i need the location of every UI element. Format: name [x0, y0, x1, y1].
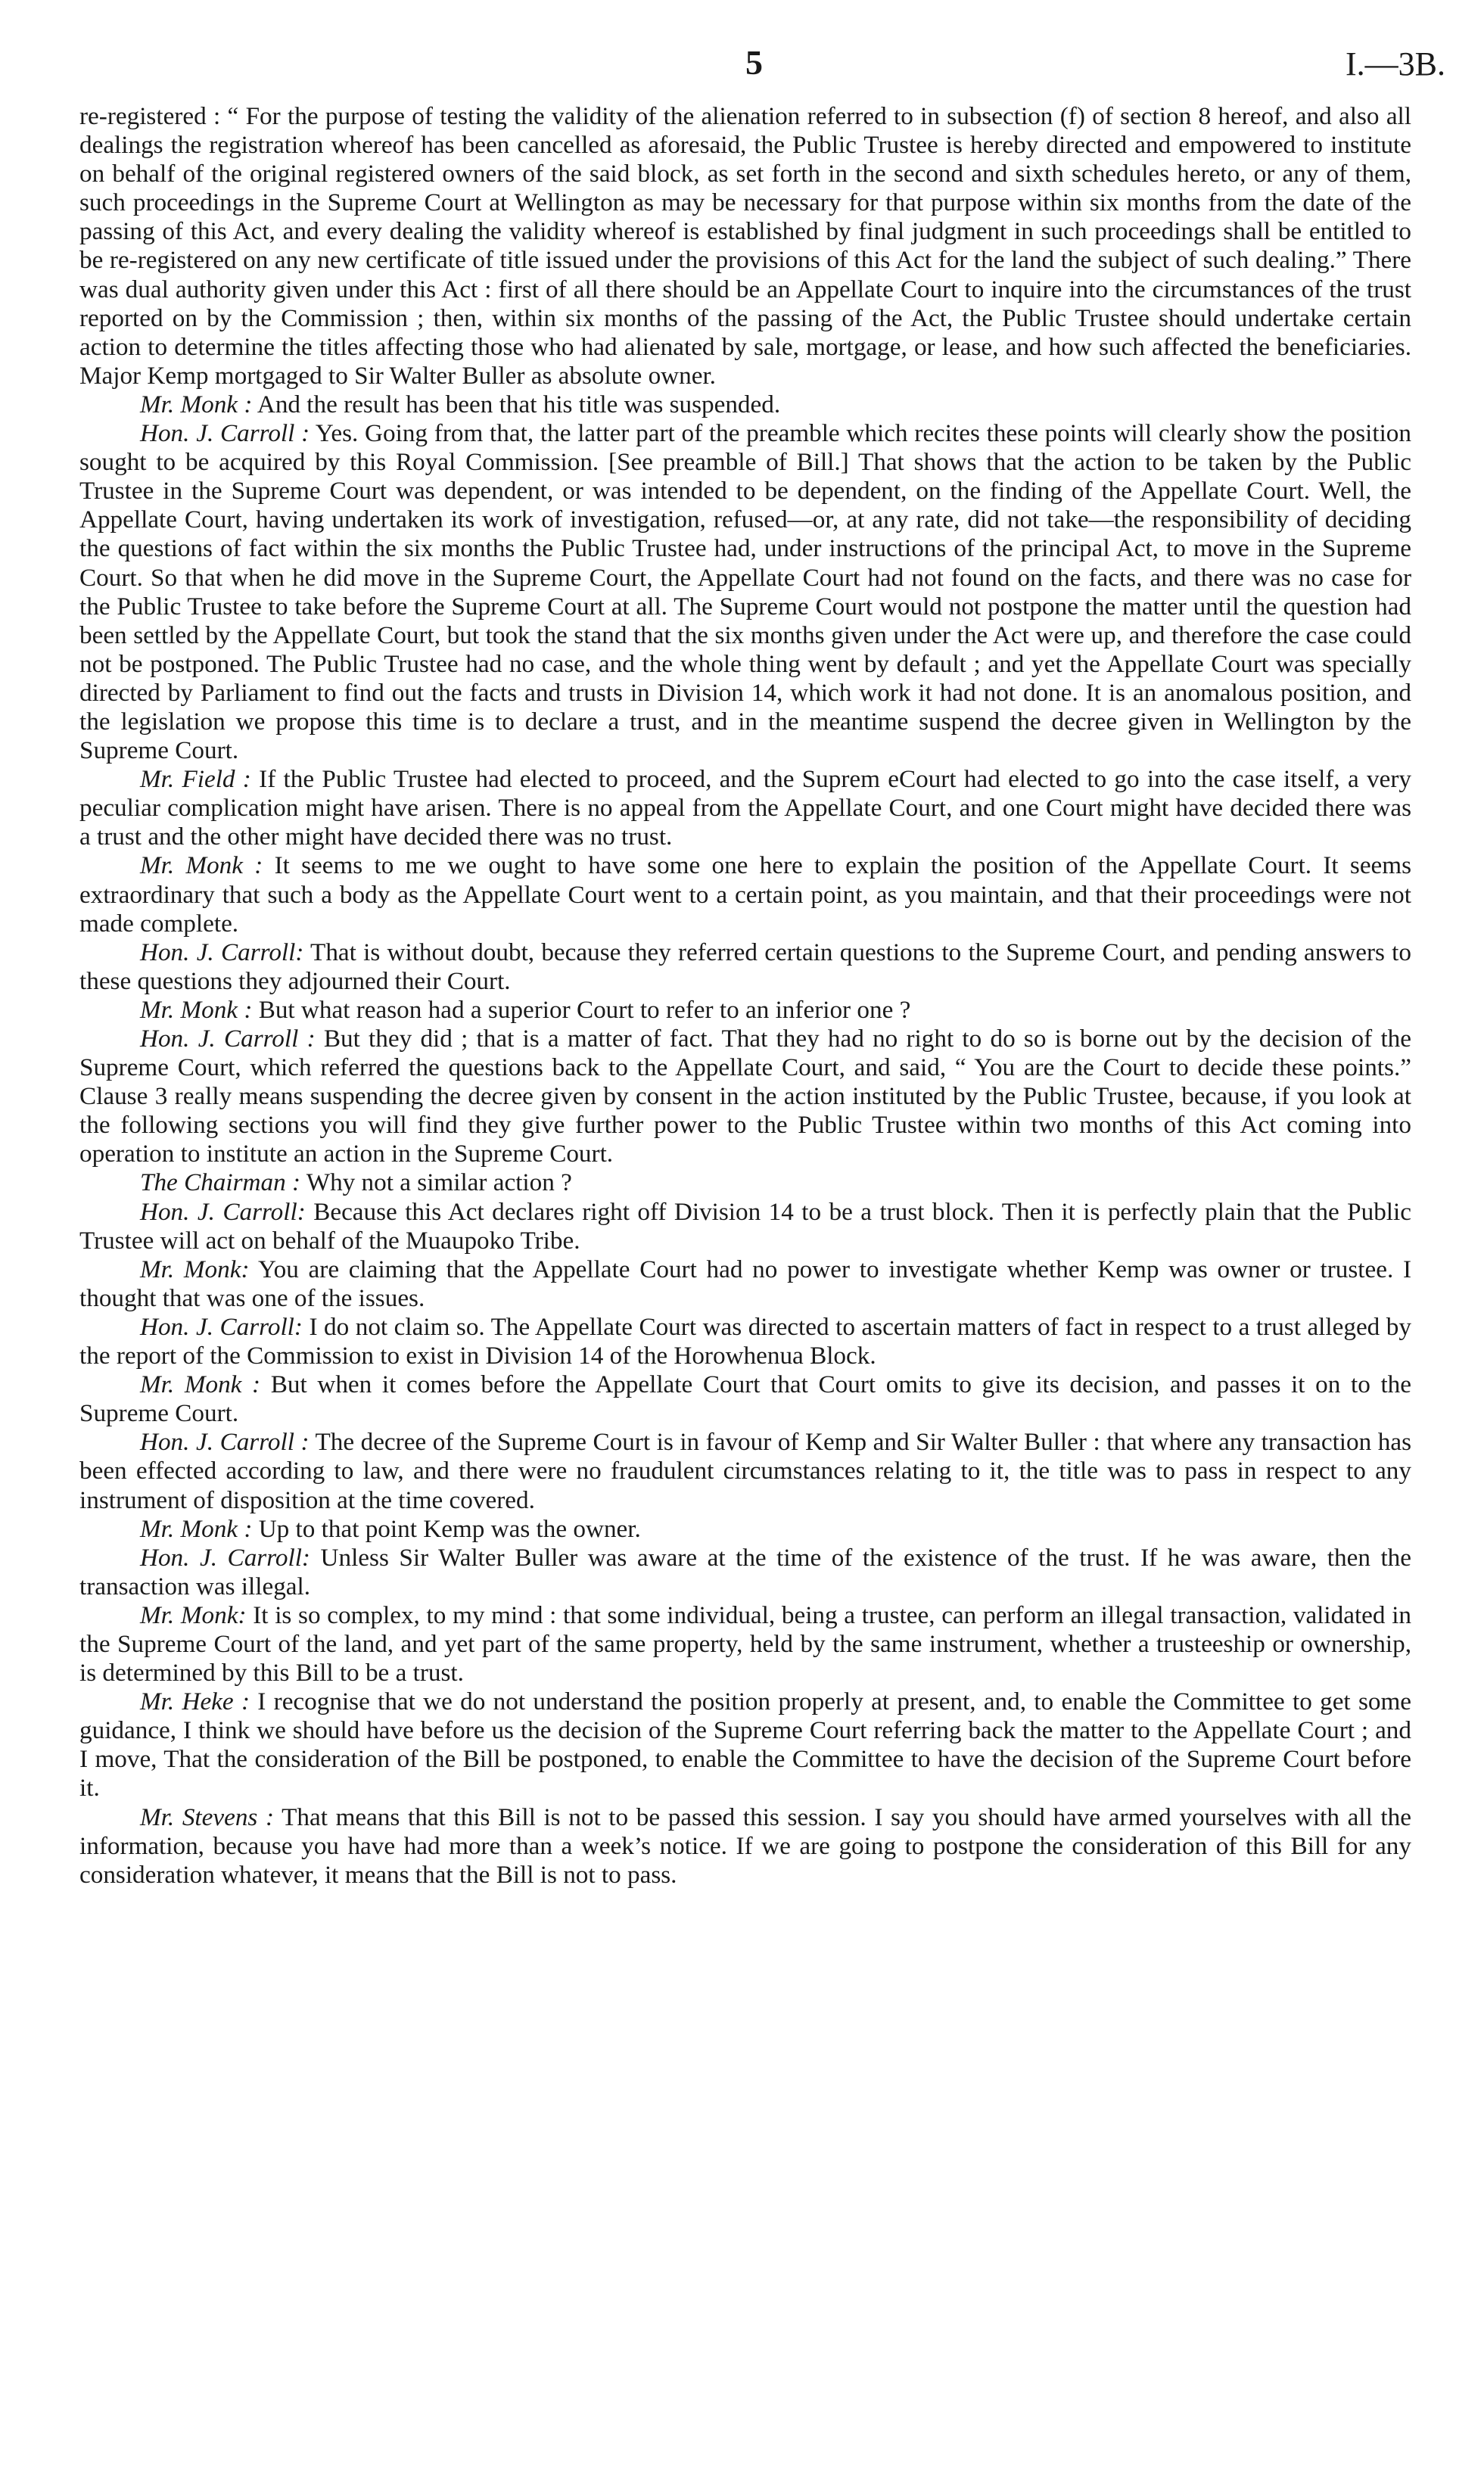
paragraph: [79, 390, 1411, 419]
paragraph-text: But they did ; that is a matter of fact. That they had no right to do so is borne out by the decision of the Supreme Court, which referred the questions back to the Appellate Court, and said, “ You are the Court to decide these points.” Clause 3 really means suspending the decree given by consent in the action instituted by the Public Trustee, because, if you look at the following sections you will find they give further power to the Public Trustee within two months of this Act coming into operation to institute an action in the Supreme Court.: [79, 1025, 1411, 1168]
paragraph: [79, 1601, 1411, 1687]
paragraph-text: The decree of the Supreme Court is in favour of Kemp and Sir Walter Buller : that where any transaction has been effected according to law, and there were no fraudulent circumstances relating to it, the title was to pass in respect to any instrument of disposition at the time covered.: [79, 1428, 1411, 1514]
speaker-name: Mr. Monk :: [140, 851, 263, 880]
paragraph-text: I do not claim so. The Appellate Court was directed to ascertain matters of fact in respect to a trust alleged by the report of the Commission to exist in Division 14 of the Horowhenua Block.: [79, 1312, 1411, 1370]
speaker-name: Hon. J. Carroll :: [140, 1025, 316, 1053]
speaker-name: Hon. J. Carroll:: [140, 1543, 310, 1572]
paragraph-text: I recognise that we do not understand the position properly at present, and, to enable the Committee to get some guidance, I think we should have before us the decision of the Supreme Court referring back the matter to the Appellate Court ; and I move, That the consideration of the Bill be postponed, to enable the Committee to have the decision of the Supreme Court before it.: [79, 1687, 1411, 1803]
paragraph-text: And the result has been that his title was suspended.: [252, 390, 781, 418]
paragraph-text: Yes. Going from that, the latter part of the preamble which recites these points will clearly show the position sought to be acquired by this Royal Commission. [See preamble of Bill.] That shows that the action to be taken by the Public Trustee in the Supreme Court was dependent, or was intended to be dependent, on the finding of the Appellate Court. Well, the Appellate Court, having undertaken its work of investigation, refused—or, at any rate, did not take—the responsibility of deciding the questions of fact within the six months the Public Trustee had, under instructions of the principal Act, to move in the Supreme Court. So that when he did move in the Supreme Court, the Appellate Court had not found on the facts, and there was no case for the Public Trustee to take before the Supreme Court at all. The Supreme Court would not postpone the matter until the question had been settled by the Appellate Court, but took the stand that the six months given under the Act were up, and therefore the case could not be postponed. The Public Trustee had no case, and the whole thing went by default ; and yet the Appellate Court was specially directed by Parliament to find out the facts and trusts in Division 14, which work it had not done. It is an anomalous position, and the legislation we propose this time is to declare a trust, and in the meantime suspend the decree given in Wellington by the Supreme Court.: [79, 419, 1411, 765]
speaker-name: Mr. Stevens :: [140, 1803, 275, 1831]
speaker-name: Mr. Monk:: [140, 1255, 250, 1283]
paragraph: [79, 102, 1411, 390]
body-text: [79, 102, 1411, 1890]
paragraph-text: Why not a similar action ?: [300, 1168, 572, 1197]
paragraph: [79, 1428, 1411, 1514]
speaker-name: Hon. J. Carroll:: [140, 1197, 306, 1226]
paragraph-text: Because this Act declares right off Division 14 to be a trust block. Then it is perfectly plain that the Public Trustee will act on behalf of the Muaupoko Tribe.: [79, 1197, 1411, 1255]
paragraph-text: Up to that point Kemp was the owner.: [252, 1514, 641, 1543]
document-reference: I.—3B.: [1346, 45, 1445, 82]
speaker-name: The Chairman :: [140, 1168, 301, 1197]
paragraph: [79, 419, 1411, 765]
document-page: [79, 43, 1445, 1890]
page-number: 5: [745, 43, 763, 82]
paragraph-text: It seems to me we ought to have some one here to explain the position of the Appellate Court. It seems extraordinary that such a body as the Appellate Court went to a certain point, as you maintain, and that their proceedings were not made complete.: [79, 851, 1412, 938]
paragraph-text: That means that this Bill is not to be passed this session. I say you should have armed yourselves with all the information, because you have had more than a week’s notice. If we are going to postpone the consideration of this Bill for any consideration whatever, it means that the Bill is not to pass.: [79, 1803, 1411, 1889]
paragraph: [79, 1255, 1411, 1313]
speaker-name: Mr. Monk :: [140, 390, 253, 418]
speaker-name: Mr. Monk:: [140, 1600, 247, 1629]
paragraph-text: That is without doubt, because they referred certain questions to the Supreme Court, and pending answers to these questions they adjourned their Court.: [79, 938, 1411, 995]
paragraph: [79, 938, 1411, 996]
speaker-name: Hon. J. Carroll:: [140, 938, 304, 966]
speaker-name: Mr. Heke :: [140, 1687, 250, 1716]
paragraph: [79, 1515, 1411, 1544]
paragraph: [79, 1025, 1411, 1168]
paragraph-text: But when it comes before the Appellate Court that Court omits to give its decision, and passes it on to the Supreme Court.: [79, 1370, 1411, 1428]
paragraph: [79, 1198, 1411, 1255]
paragraph: [79, 851, 1411, 938]
paragraph: [79, 1687, 1411, 1803]
speaker-name: Hon. J. Carroll :: [140, 1428, 310, 1457]
paragraph: [79, 1370, 1411, 1428]
paragraph-text: Unless Sir Walter Buller was aware at the time of the existence of the trust. If he was aware, then the transaction was illegal.: [79, 1543, 1412, 1600]
paragraph-text: You are claiming that the Appellate Court had no power to investigate whether Kemp was owner or trustee. I thought that was one of the issues.: [79, 1255, 1412, 1312]
speaker-name: Hon. J. Carroll :: [140, 419, 310, 448]
speaker-name: Mr. Monk :: [140, 1514, 253, 1543]
paragraph: [79, 1544, 1411, 1601]
paragraph: [79, 1803, 1411, 1890]
paragraph: [79, 765, 1411, 851]
speaker-name: Mr. Monk :: [140, 1370, 261, 1399]
paragraph-text: re-registered : “ For the purpose of testing the validity of the alienation referred to in subsection (f) of section 8 hereof, and also all dealings the registration whereof has been cancelled as aforesaid, the Public Trustee is hereby directed and empowered to institute on behalf of the original registered owners of the said block, as set forth in the second and sixth schedules hereto, or any of them, such proceedings in the Supreme Court at Wellington as may be necessary for that purpose within six months from the date of the passing of this Act, and every dealing the validity whereof is established by final judgment in such proceedings shall be entitled to be re-registered on any new certificate of title issued under the provisions of this Act for the land the subject of such dealing.” There was dual authority given under this Act : first of all there should be an Appellate Court to inquire into the circumstances of the trust reported on by the Commission ; then, within six months of the passing of the Act, the Public Trustee should undertake certain action to determine the titles affecting those who had alienated by sale, mortgage, or lease, and how such affected the beneficiaries. Major Kemp mortgaged to Sir Walter Buller as absolute owner.: [79, 102, 1411, 390]
paragraph: [79, 1313, 1411, 1370]
paragraph-text: If the Public Trustee had elected to proceed, and the Suprem eCourt had elected to go into the case itself, a very peculiar complication might have arisen. There is no appeal from the Appellate Court, and one Court might have decided there was a trust and the other might have decided there was no trust.: [79, 765, 1411, 851]
page-header: [79, 43, 1445, 102]
paragraph-text: It is so complex, to my mind : that some individual, being a trustee, can perform an illegal transaction, validated in the Supreme Court of the land, and yet part of the same property, held by the same instrument, whether a trusteeship or ownership, is determined by this Bill to be a trust.: [79, 1600, 1412, 1687]
speaker-name: Mr. Monk :: [140, 995, 253, 1024]
paragraph: [79, 1168, 1411, 1197]
paragraph: [79, 996, 1411, 1025]
speaker-name: Mr. Field :: [140, 765, 251, 794]
paragraph-text: But what reason had a superior Court to refer to an inferior one ?: [252, 995, 911, 1024]
speaker-name: Hon. J. Carroll:: [140, 1312, 303, 1341]
